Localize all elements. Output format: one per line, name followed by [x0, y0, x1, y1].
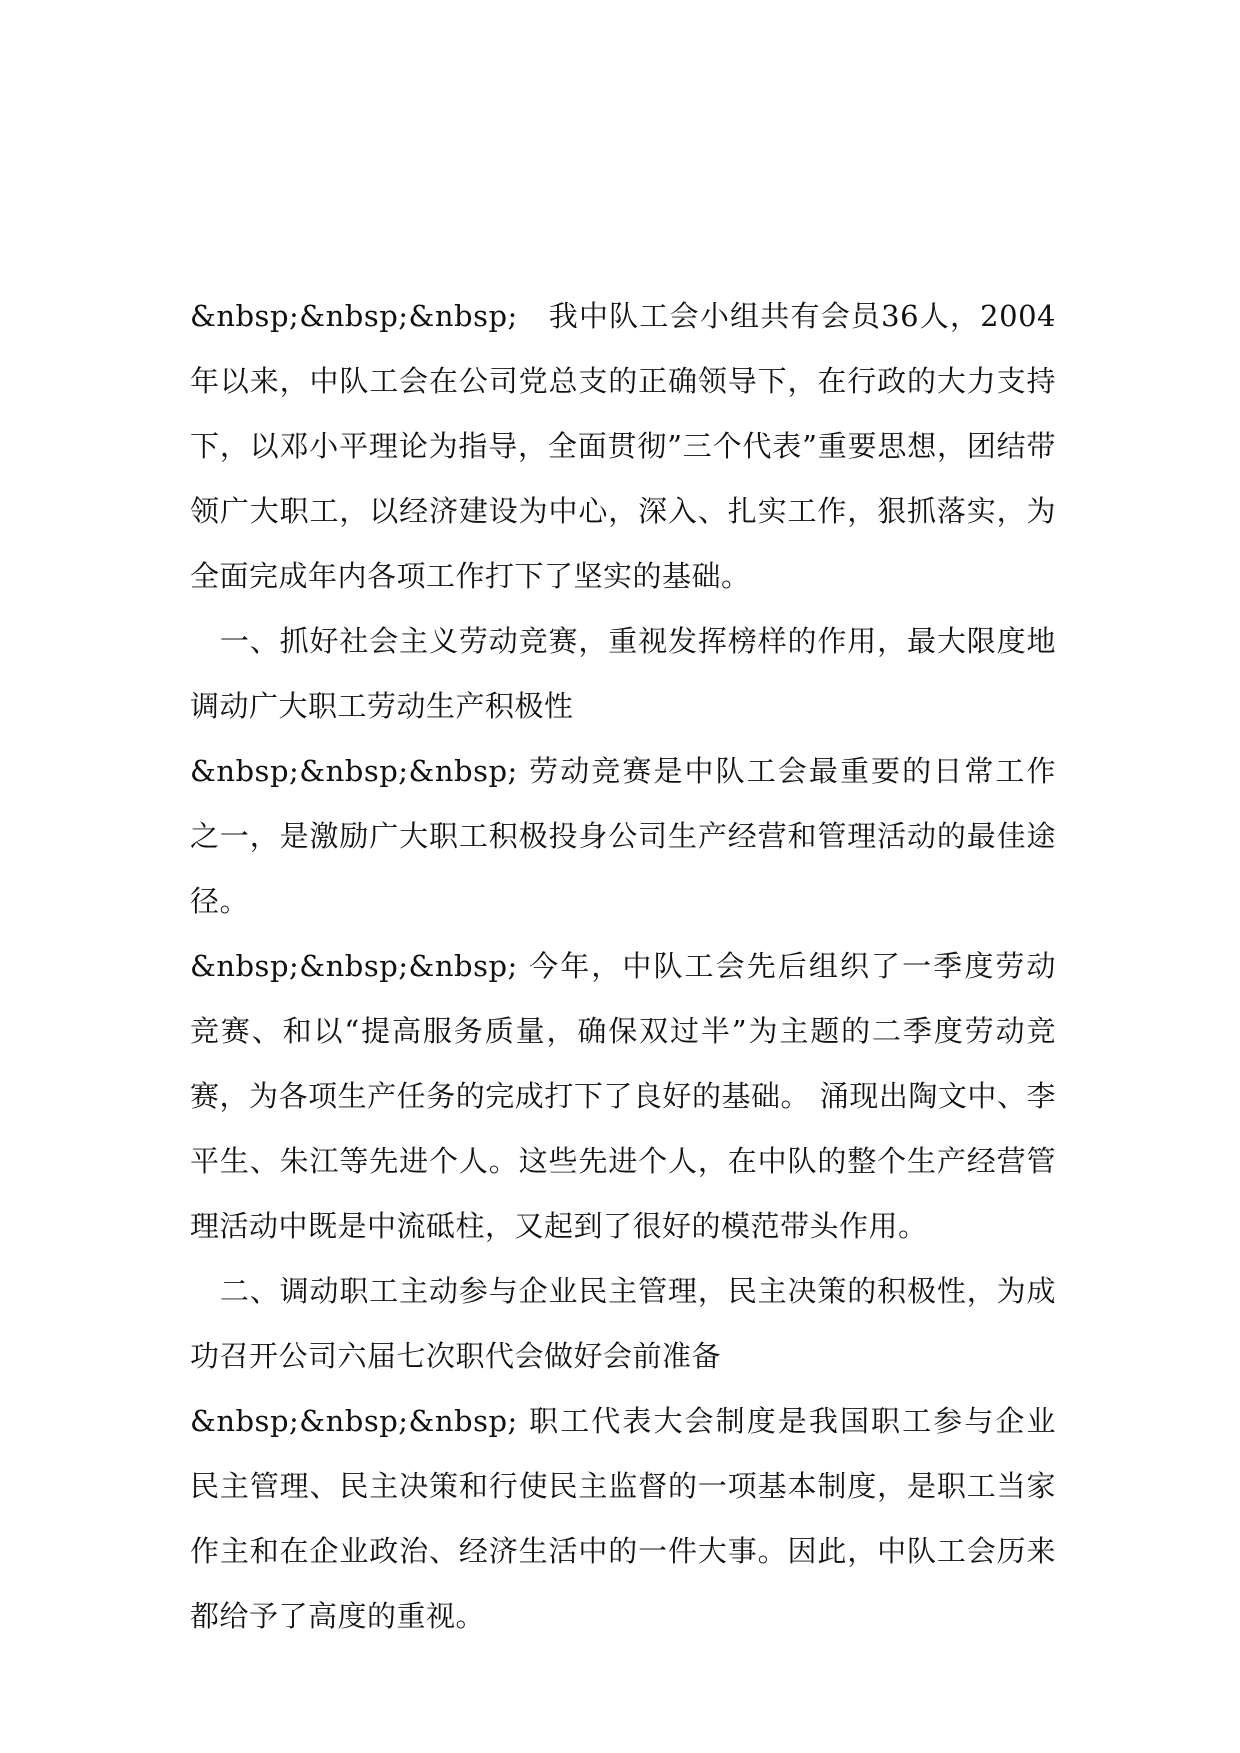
paragraph-labor-competition: &nbsp;&nbsp;&nbsp; 劳动竞赛是中队工会最重要的日常工作之一，是激励广大职工积极投身公司生产经营和管理活动的最佳途径。	[190, 754, 1056, 918]
section-heading-2: 二、调动职工主动参与企业民主管理，民主决策的积极性，为成功召开公司六届七次职代会做好会前准备	[190, 1274, 1056, 1373]
section-heading-1: 一、抓好社会主义劳动竞赛，重视发挥榜样的作用，最大限度地调动广大职工劳动生产积极性	[190, 624, 1056, 723]
paragraph-workers-congress: &nbsp;&nbsp;&nbsp; 职工代表大会制度是我国职工参与企业民主管理、民主决策和行使民主监督的一项基本制度，是职工当家作主和在企业政治、经济生活中的一件大事。因此，中队工会历来都给予了高度的重视。	[190, 1404, 1056, 1633]
paragraph-this-year: &nbsp;&nbsp;&nbsp; 今年，中队工会先后组织了一季度劳动竞赛、和以“提高服务质量，确保双过半”为主题的二季度劳动竞赛，为各项生产任务的完成打下了良好的基础。 涌现出陶文中、李平生、朱江等先进个人。这些先进个人，在中队的整个生产经营管理活动中既是中流砥柱，又起到了很好的模范带头作用。	[190, 949, 1056, 1243]
paragraph-intro: &nbsp;&nbsp;&nbsp; 我中队工会小组共有会员36人，2004年以来，中队工会在公司党总支的正确领导下，在行政的大力支持下，以邓小平理论为指导，全面贯彻”三个代表”重要思想，团结带领广大职工，以经济建设为中心，深入、扎实工作，狠抓落实，为全面完成年内各项工作打下了坚实的基础。	[190, 299, 1056, 593]
document-body	[190, 284, 1056, 1649]
